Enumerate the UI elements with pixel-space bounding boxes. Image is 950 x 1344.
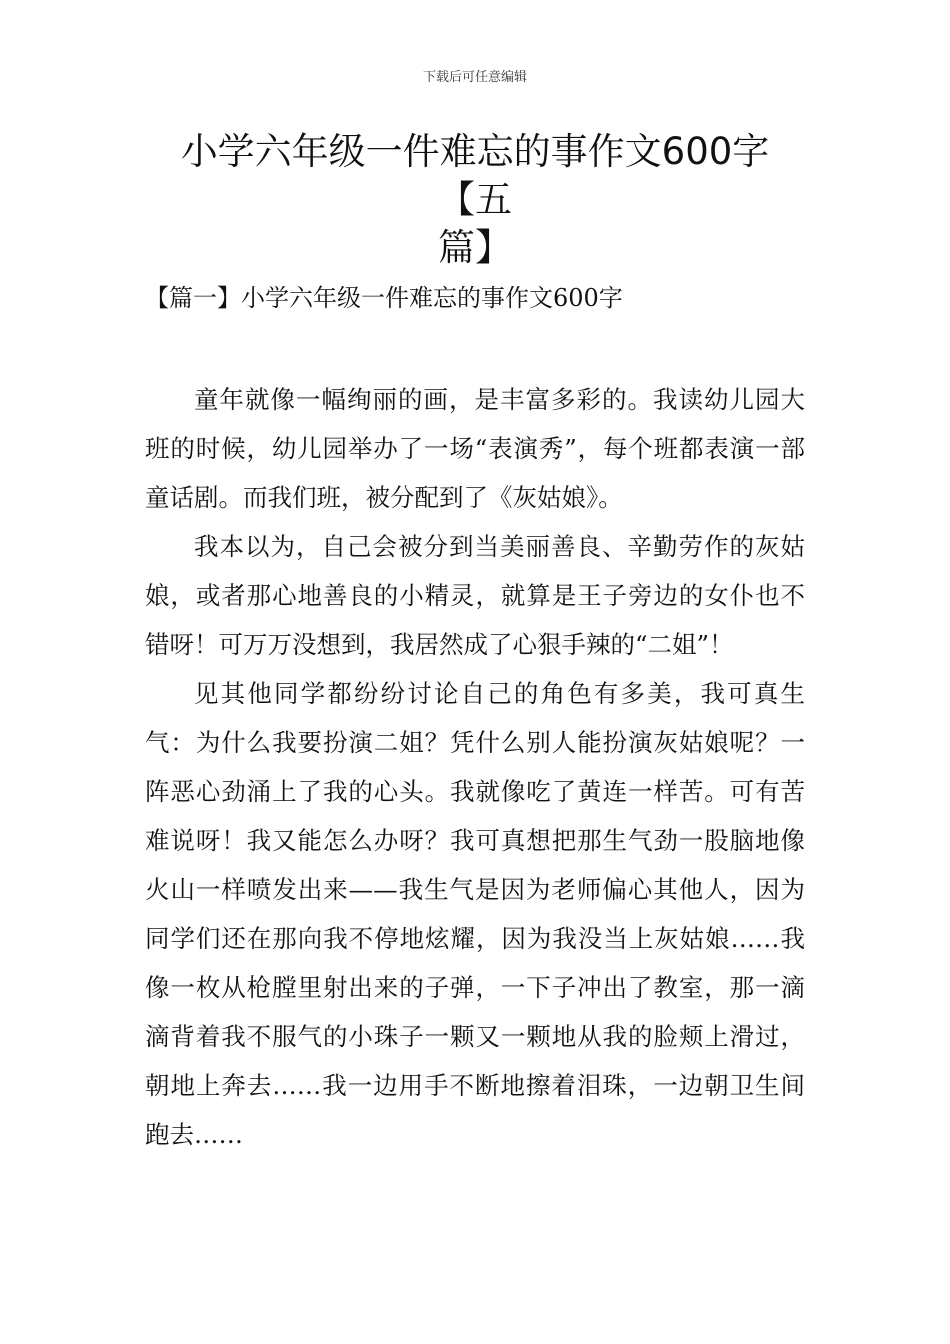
section-heading: 【篇一】小学六年级一件难忘的事作文600字 bbox=[145, 284, 623, 312]
paragraph: 童年就像一幅绚丽的画，是丰富多彩的。我读幼儿园大班的时候，幼儿园举办了一场“表演秀”，每个班都表演一部童话剧。而我们班，被分配到了《灰姑娘》。 bbox=[145, 385, 805, 512]
paragraph: 我本以为，自己会被分到当美丽善良、辛勤劳作的灰姑娘，或者那心地善良的小精灵，就算是王子旁边的女仆也不错呀！可万万没想到，我居然成了心狠手辣的“二姐”！ bbox=[145, 532, 805, 659]
document-title bbox=[145, 128, 805, 272]
essay-body bbox=[145, 375, 805, 1159]
document-title-line-1: 小学六年级一件难忘的事作文600字【五 bbox=[180, 130, 770, 221]
document-title-line-2: 篇】 bbox=[438, 226, 512, 269]
paragraph: 见其他同学都纷纷讨论自己的角色有多美，我可真生气：为什么我要扮演二姐？凭什么别人能扮演灰姑娘呢？一阵恶心劲涌上了我的心头。我就像吃了黄连一样苦。可有苦难说呀！我又能怎么办呀？我可真想把那生气劲一股脑地像火山一样喷发出来——我生气是因为老师偏心其他人，因为同学们还在那向我不停地炫耀，因为我没当上灰姑娘……我像一枚从枪膛里射出来的子弹，一下子冲出了教室，那一滴滴背着我不服气的小珠子一颗又一颗地从我的脸颊上滑过，朝地上奔去……我一边用手不断地擦着泪珠，一边朝卫生间跑去…… bbox=[145, 679, 805, 1149]
header-note: 下载后可任意编辑 bbox=[422, 70, 527, 85]
